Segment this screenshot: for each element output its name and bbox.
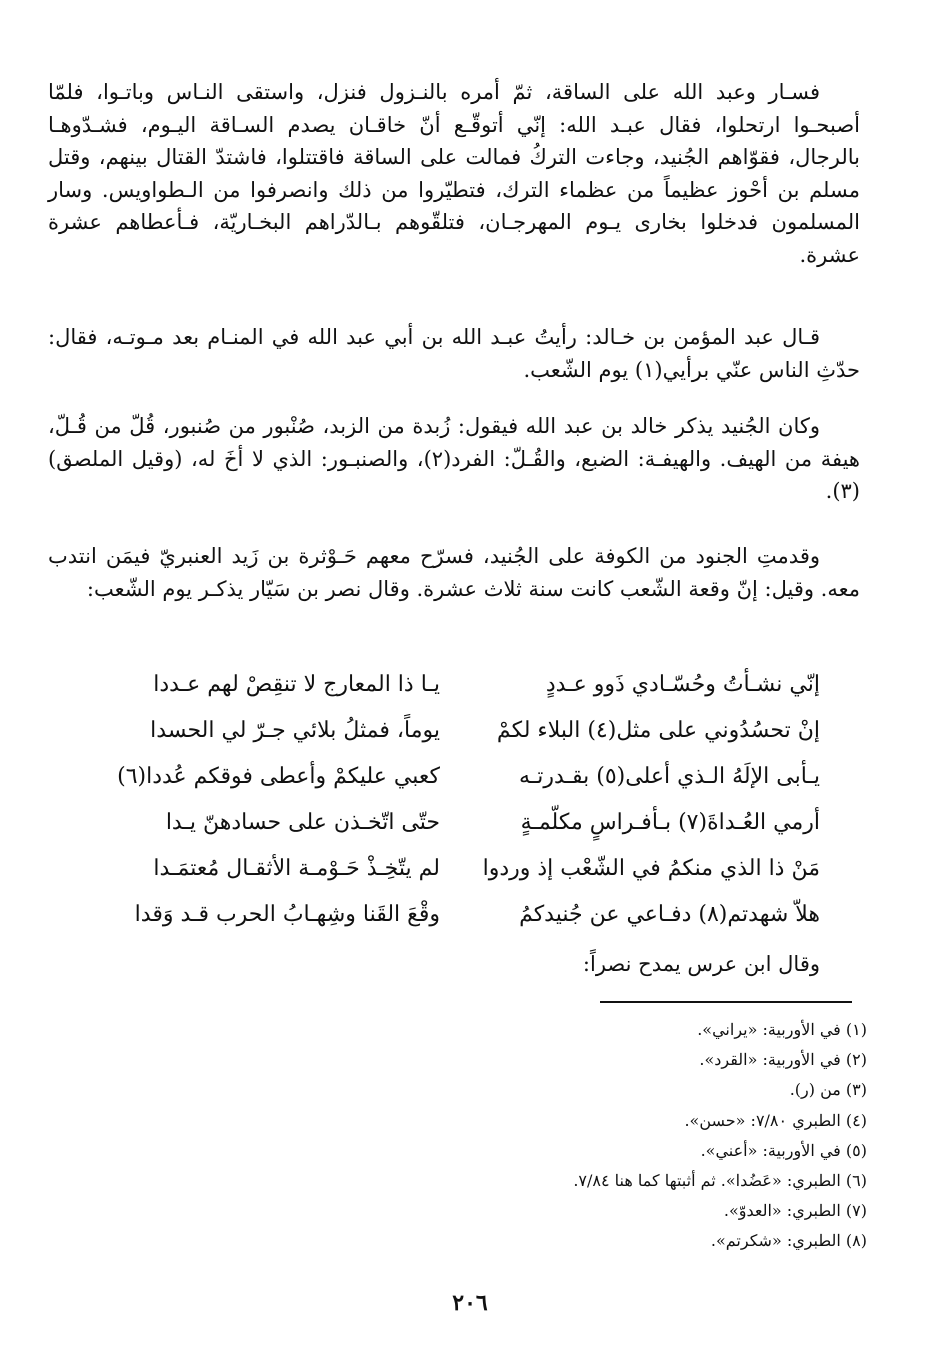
footnote-separator [600, 1001, 852, 1003]
paragraph [48, 76, 860, 271]
verse-first-hemistich: إنْ تحسُدُوني على مثل(٤) البلاء لكمْ [496, 718, 820, 743]
verse-second-hemistich: وقْعَ القَنا وشِهـابُ الحرب قـد وَقدا [134, 902, 440, 927]
paragraph-text: وقدمتِ الجنود من الكوفة على الجُنيد، فسرّح معهم حَـوْثرة بن زَيد العنبريّ فيمَن انتدب معه. وقيل: إنّ وقعة الشّعب كانت سنة ثلاث عشرة. وقال نصر بن سَيّار يذكـر يوم الشّعب: [48, 544, 860, 601]
page-number: ٢٠٦ [452, 1290, 488, 1316]
poem [100, 662, 820, 938]
poem-verse [100, 892, 820, 938]
footnote: (٦) الطبري: «عَضُدا». ثم أثبتها كما هنا ٧/٨٤. [573, 1170, 867, 1190]
poem-verse [100, 800, 820, 846]
footnote: (٥) في الأوربية: «أعني». [700, 1140, 867, 1160]
footnote: (٢) في الأوربية: «القرد». [699, 1050, 867, 1070]
paragraph-text: فسـار وعبد الله على الساقة، ثمّ أمره بالنـزول فنزل، واستقى النـاس وباتـوا، فلمّا أصبحـوا ارتحلوا، فقال عبـد الله: إنّي أتوقّـع أنّ خاقـان يصدم السـاقة اليـوم، فشـدّوهـا بالرجال، فقوّاهم الجُنيد، وجاءت التركُ فمالت على الساقة فاقتتلوا، فاشتدّ القتال بينهم، وقتل مسلم بن أحْوز عظيماً من عظماء الترك، فتطيّروا من ذلك وانصرفوا من الـطواويس. وسار المسلمون فدخلوا بخارى يـوم المهرجـان، فتلقّوهم بـالدّراهم البخـاريّة، فـأعطاهم عشرة عشرة. [48, 80, 860, 267]
poem-verse [100, 846, 820, 892]
poem-verse [100, 708, 820, 754]
verse-first-hemistich: هلاّ شهدتم(٨) دفـاعي عن جُنيدكمُ [519, 902, 820, 927]
paragraph [48, 410, 860, 508]
verse-second-hemistich: لم يتّخِـذْ حَـوْمـة الأثقـال مُعتمَـدا [153, 856, 440, 881]
verse-second-hemistich: يـا ذا المعارج لا تنقِصْ لهم عـددا [153, 672, 440, 697]
paragraph [48, 540, 860, 605]
verse-first-hemistich: مَنْ ذا الذي منكمُ في الشّعْب إذ وردوا [482, 856, 820, 881]
footnote: (٨) الطبري: «شكرتم». [710, 1231, 867, 1251]
paragraph-text: قـال عبد المؤمن بن خـالد: رأيتُ عبـد الله بن أبي عبد الله في المنـام بعد مـوتـه، فقال: حدّثِ الناس عنّي برأيي(١) يوم الشّعب. [48, 325, 860, 382]
verse-first-hemistich: إنّي نشـأتُ وحُسّـادي ذَوو عـددٍ [545, 672, 820, 697]
poem-intro: وقال ابن عرس يمدح نصراً: [582, 952, 820, 976]
paragraph-text: وكان الجُنيد يذكر خالد بن عبد الله فيقول: زُبدة من الزبد، صُنْبور من صُنبور، قُلّ من قُـلّ، هيفة من الهيف. والهيفـة: الضبع، والقُـلّ: الفرد(٢)، والصنبـور: الذي لا أخَ له، (وقيل الملصق)(٣). [48, 414, 861, 503]
verse-first-hemistich: يـأبى الإلَهُ الـذي أعلى(٥) بقـدرتـه [519, 764, 820, 789]
footnote: (٤) الطبري ٧/٨٠: «حسن». [684, 1110, 867, 1130]
footnotes [300, 1015, 867, 1257]
paragraph [48, 321, 860, 386]
verse-second-hemistich: كعبي عليكمْ وأعطى فوقكم عُددا(٦) [117, 764, 440, 789]
footnote: (٧) الطبري: «العدوّ». [723, 1201, 867, 1221]
footnote: (٣) من (ر). [789, 1080, 867, 1100]
verse-second-hemistich: حتّى اتّخـذن على حسادهنّ يـدا [165, 810, 440, 835]
poem-verse [100, 662, 820, 708]
verse-second-hemistich: يوماً، فمثلُ بلائي جـرّ لي الحسدا [150, 718, 440, 743]
footnote: (١) في الأوربية: «يراني». [697, 1020, 867, 1039]
verse-first-hemistich: أرمي العُـداةَ(٧) بـأفـراسٍ مكلّمـةٍ [520, 810, 820, 835]
poem-verse [100, 754, 820, 800]
